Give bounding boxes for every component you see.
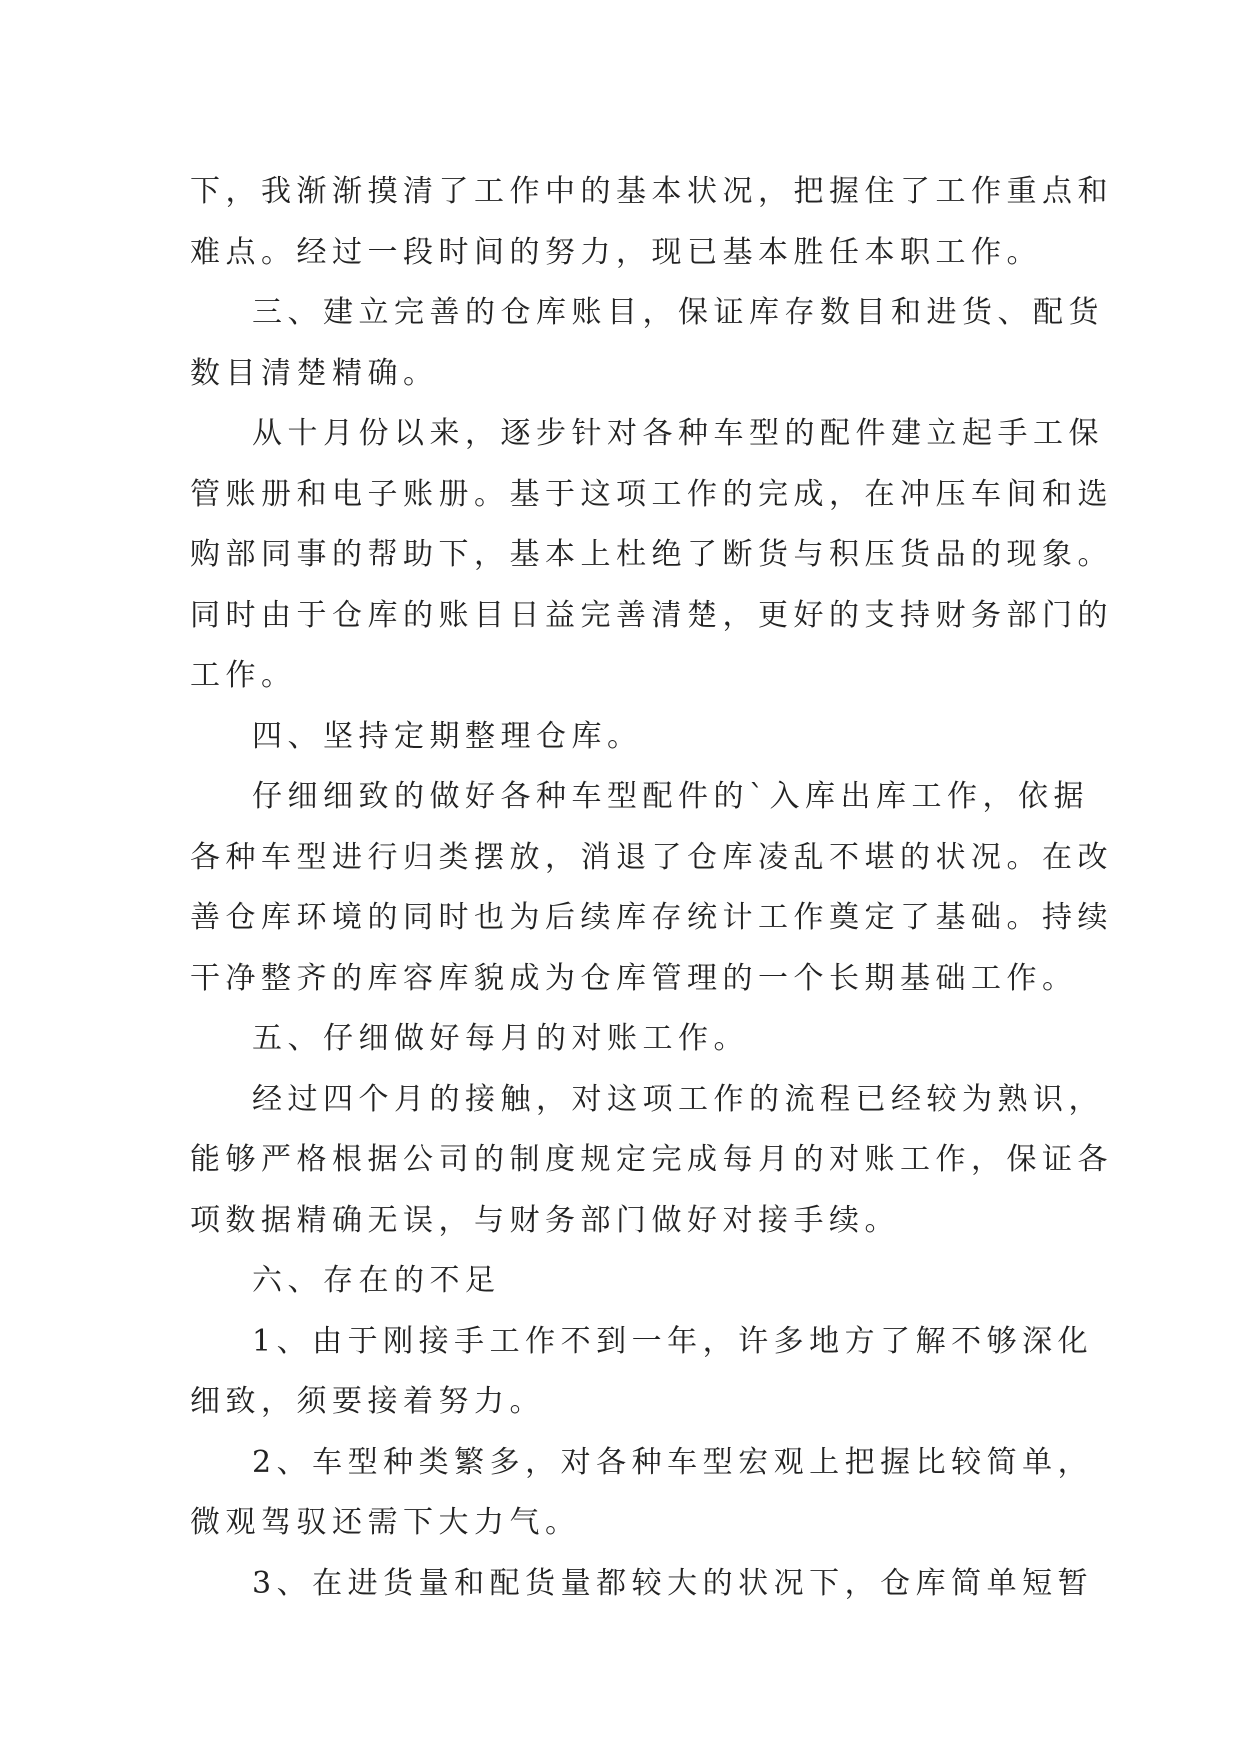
- text-line: 同时由于仓库的账目日益完善清楚，更好的支持财务部门的: [190, 597, 1113, 633]
- section-heading: 五、仔细做好每月的对账工作。: [252, 1021, 749, 1056]
- document-body: [190, 162, 1113, 1614]
- list-item: 2、车型种类繁多，对各种车型宏观上把握比较简单，: [252, 1444, 1094, 1480]
- section-heading: 六、存在的不足: [252, 1263, 501, 1298]
- text-line: 能够严格根据公司的制度规定完成每月的对账工作，保证各: [190, 1142, 1113, 1177]
- paragraph-start: 仔细细致的做好各种车型配件的`入库出库工作，依据: [252, 779, 1089, 814]
- text-line: 管账册和电子账册。基于这项工作的完成，在冲压车间和选: [190, 476, 1113, 512]
- list-item: 1、由于刚接手工作不到一年，许多地方了解不够深化: [252, 1323, 1094, 1359]
- text-line: 善仓库环境的同时也为后续库存统计工作奠定了基础。持续: [190, 900, 1113, 935]
- text-line: 难点。经过一段时间的努力，现已基本胜任本职工作。: [190, 234, 1042, 270]
- section-heading: 三、建立完善的仓库账目，保证库存数目和进货、配货: [252, 295, 1104, 330]
- paragraph-start: 经过四个月的接触，对这项工作的流程已经较为熟识，: [252, 1081, 1104, 1117]
- text-line: 购部同事的帮助下，基本上杜绝了断货与积压货品的现象。: [190, 537, 1113, 572]
- text-line: 干净整齐的库容库貌成为仓库管理的一个长期基础工作。: [190, 960, 1078, 996]
- text-line: 下，我渐渐摸清了工作中的基本状况，把握住了工作重点和: [190, 174, 1113, 209]
- text-line: 微观驾驭还需下大力气。: [190, 1505, 581, 1540]
- text-line: 细致，须要接着努力。: [190, 1384, 545, 1419]
- text-line: 项数据精确无误，与财务部门做好对接手续。: [190, 1202, 900, 1238]
- text-line: 数目清楚精确。: [190, 355, 439, 391]
- text-line: 各种车型进行归类摆放，消退了仓库凌乱不堪的状况。在改: [190, 839, 1113, 875]
- paragraph-start: 从十月份以来，逐步针对各种车型的配件建立起手工保: [252, 416, 1104, 451]
- list-item: 3、在进货量和配货量都较大的状况下，仓库简单短暂: [252, 1565, 1094, 1601]
- section-heading: 四、坚持定期整理仓库。: [252, 718, 643, 754]
- text-line: 工作。: [190, 658, 297, 693]
